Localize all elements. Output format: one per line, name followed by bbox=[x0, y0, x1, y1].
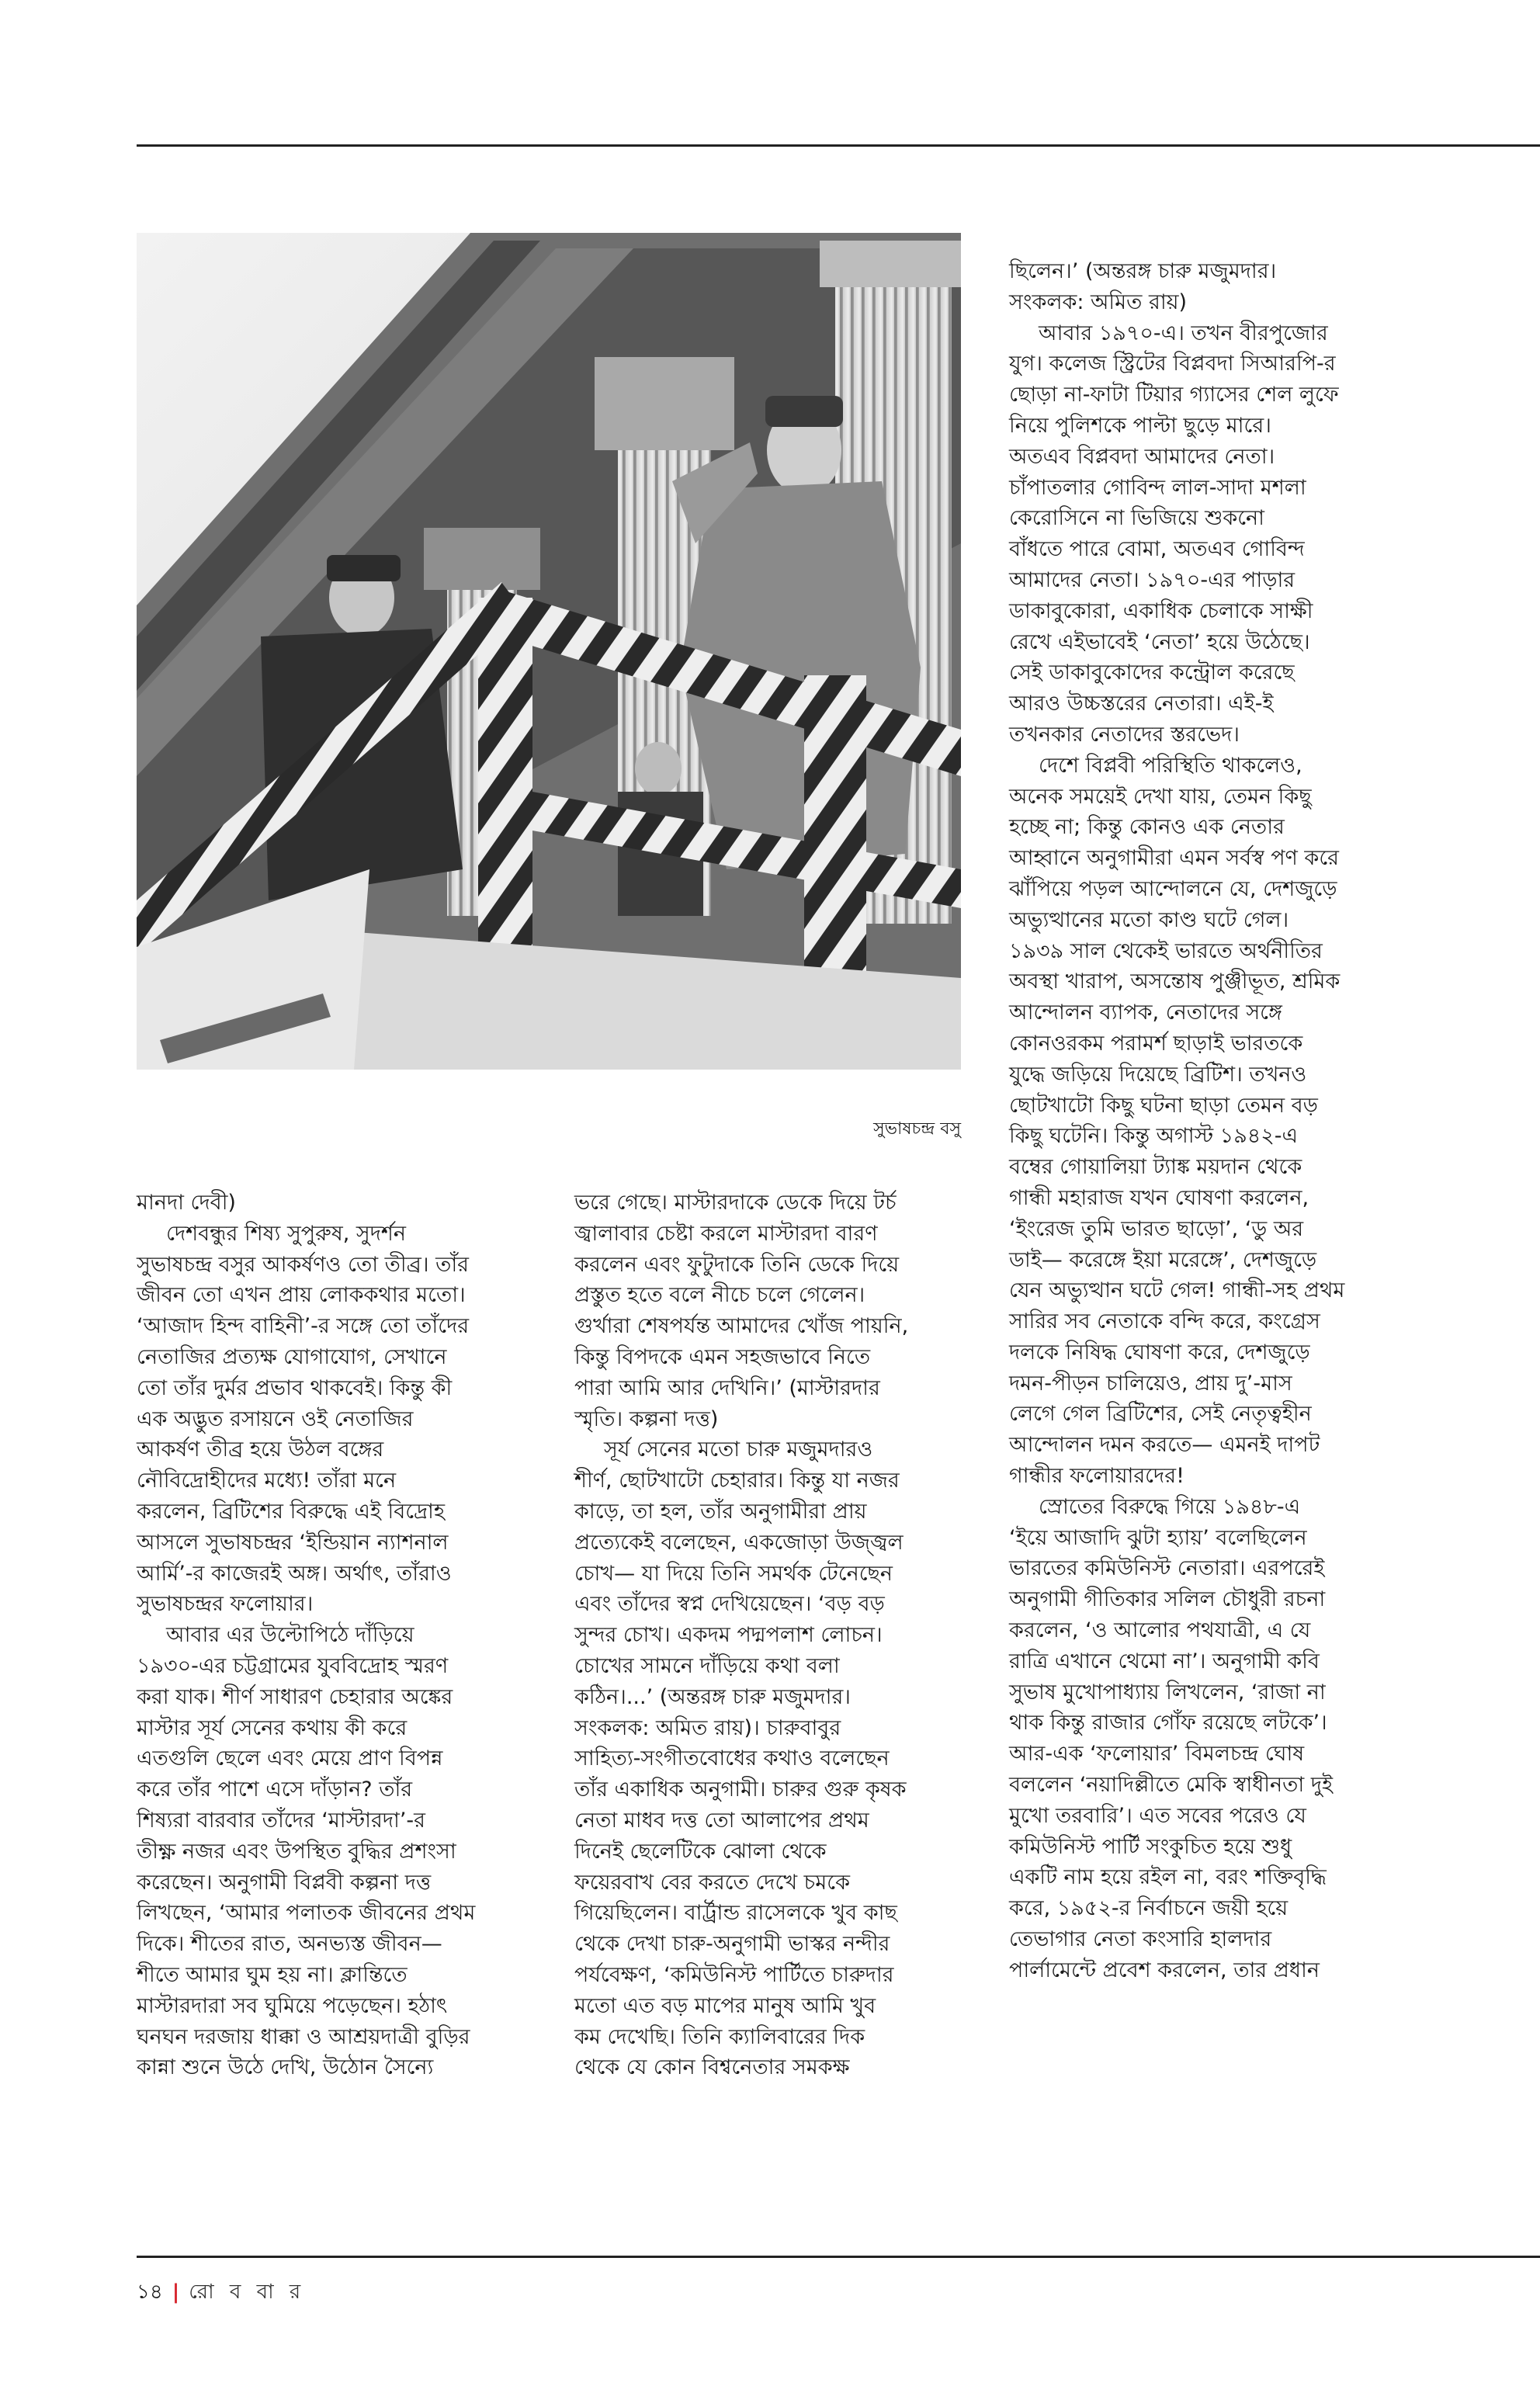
text-line: সাহিত্য-সংগীতবোধের কথাও বলেছেন bbox=[574, 1746, 890, 1771]
text-line: বাঁধতে পারে বোমা, অতএব গোবিন্দ bbox=[1009, 537, 1305, 562]
text-line: থেকে দেখা চারু-অনুগামী ভাস্কর নন্দীর bbox=[574, 1932, 890, 1957]
text-line: কাড়ে, তা হল, তাঁর অনুগামীরা প্রায় bbox=[574, 1499, 867, 1524]
text-line: আন্দোলন দমন করতে— এমনই দাপট bbox=[1009, 1433, 1320, 1458]
text-line: আর্মি’-র কাজেরই অঙ্গ। অর্থাৎ, তাঁরাও bbox=[137, 1561, 452, 1586]
text-line: করলেন এবং ফুটুদাকে তিনি ডেকে দিয়ে bbox=[574, 1252, 900, 1277]
text-line: ছোড়া না-ফাটা টিয়ার গ্যাসের শেল লুফে bbox=[1009, 383, 1339, 408]
text-line: আমাদের নেতা। ১৯৭০-এর পাড়ার bbox=[1009, 567, 1295, 592]
text-line: এক অদ্ভুত রসায়নে ওই নেতাজির bbox=[137, 1406, 414, 1431]
text-line: যেন অভ্যুত্থান ঘটে গেল! গান্ধী-সহ প্রথম bbox=[1009, 1278, 1345, 1303]
text-line: তাঁর একাধিক অনুগামী। চারুর গুরু কৃষক bbox=[574, 1777, 907, 1802]
text-line: সারির সব নেতাকে বন্দি করে, কংগ্রেস bbox=[1009, 1309, 1320, 1334]
text-line: আহ্বানে অনুগামীরা এমন সর্বস্ব পণ করে bbox=[1009, 846, 1340, 871]
text-line: ‘ইংরেজ তুমি ভারত ছাড়ো’, ‘ডু অর bbox=[1009, 1216, 1304, 1241]
text-line: শীর্ণ, ছোটখাটো চেহারার। কিন্তু যা নজর bbox=[574, 1469, 900, 1493]
article-column-2 bbox=[574, 1188, 978, 2083]
text-line: ‘ইয়ে আজাদি ঝুটা হ্যায়’ বলেছিলেন bbox=[1009, 1525, 1307, 1550]
text-line: ফয়েরবাখ বের করতে দেখে চমকে bbox=[574, 1870, 850, 1895]
text-line: করেছেন। অনুগামী বিপ্লবী কল্পনা দত্ত bbox=[137, 1870, 432, 1895]
text-line: আরও উচ্চস্তরের নেতারা। এই-ই bbox=[1009, 692, 1274, 716]
text-line: গান্ধী মহারাজ যখন ঘোষণা করলেন, bbox=[1009, 1185, 1309, 1210]
text-line: মাস্টারদারা সব ঘুমিয়ে পড়েছেন। হঠাৎ bbox=[137, 1993, 448, 2018]
text-line: আকর্ষণ তীব্র হয়ে উঠল বঙ্গের bbox=[137, 1438, 384, 1462]
text-line: করা যাক। শীর্ণ সাধারণ চেহারার অঙ্কের bbox=[137, 1684, 453, 1709]
bottom-rule bbox=[137, 2256, 1540, 2258]
text-line: এবং তাঁদের স্বপ্ন দেখিয়েছেন। ‘বড় বড় bbox=[574, 1592, 885, 1617]
footer-separator: | bbox=[172, 2280, 180, 2304]
text-line: সুন্দর চোখ। একদম পদ্মপলাশ লোচন। bbox=[574, 1623, 883, 1648]
text-line: দেশে বিপ্লবী পরিস্থিতি থাকলেও, bbox=[1039, 753, 1302, 778]
text-line: প্রস্তুত হতে বলে নীচে চলে গেলেন। bbox=[574, 1283, 865, 1308]
text-line: পারা আমি আর দেখিনি।’ (মাস্টারদার bbox=[574, 1375, 880, 1400]
text-line: করে, ১৯৫২-র নির্বাচনে জয়ী হয়ে bbox=[1009, 1896, 1289, 1921]
magazine-name: রো ব বা র bbox=[189, 2280, 306, 2304]
text-line: আর-এক ‘ফলোয়ার’ বিমলচন্দ্র ঘোষ bbox=[1009, 1742, 1305, 1767]
text-line: আবার ১৯৭০-এ। তখন বীরপুজোর bbox=[1039, 321, 1328, 345]
text-line: কঠিন।...’ (অন্তরঙ্গ চারু মজুমদার। bbox=[574, 1684, 851, 1709]
text-line: পার্লামেন্টে প্রবেশ করলেন, তার প্রধান bbox=[1009, 1958, 1320, 1982]
text-line: যুদ্ধে জড়িয়ে দিয়েছে ব্রিটিশ। তখনও bbox=[1009, 1062, 1307, 1087]
text-line: ঘনঘন দরজায় ধাক্কা ও আশ্রয়দাত্রী বুড়ির bbox=[137, 2024, 470, 2049]
text-line: ‘আজাদ হিন্দ বাহিনী’-র সঙ্গে তো তাঁদের bbox=[137, 1314, 470, 1339]
text-line: প্রত্যেকেই বলেছেন, একজোড়া উজ্জ্বল bbox=[574, 1530, 904, 1555]
text-line: হচ্ছে না; কিন্তু কোনও এক নেতার bbox=[1009, 815, 1285, 840]
text-line: অভ্যুত্থানের মতো কাণ্ড ঘটে গেল। bbox=[1009, 907, 1289, 932]
photo-illustration bbox=[137, 233, 961, 1070]
text-line: ভারতের কমিউনিস্ট নেতারা। এরপরেই bbox=[1009, 1556, 1325, 1581]
text-line: দেশবন্ধুর শিষ্য সুপুরুষ, সুদর্শন bbox=[166, 1221, 406, 1246]
text-line: ঝাঁপিয়ে পড়ল আন্দোলনে যে, দেশজুড়ে bbox=[1009, 876, 1337, 901]
text-line: কান্না শুনে উঠে দেখি, উঠোন সৈন্যে bbox=[137, 2055, 434, 2080]
text-line: স্মৃতি। কল্পনা দত্ত) bbox=[574, 1406, 719, 1431]
text-line: সংকলক: অমিত রায়) bbox=[1009, 290, 1188, 314]
text-line: কমিউনিস্ট পার্টি সংকুচিত হয়ে শুধু bbox=[1009, 1834, 1292, 1859]
text-line: লেগে গেল ব্রিটিশের, সেই নেতৃত্বহীন bbox=[1009, 1402, 1312, 1427]
text-line: লিখছেন, ‘আমার পলাতক জীবনের প্রথম bbox=[137, 1901, 476, 1926]
text-line: ১৯৩৯ সাল থেকেই ভারতে অর্থনীতির bbox=[1009, 938, 1323, 963]
text-line: নিয়ে পুলিশকে পাল্টা ছুড়ে মারে। bbox=[1009, 413, 1271, 438]
text-line: রেখে এইভাবেই ‘নেতা’ হয়ে উঠেছে। bbox=[1009, 629, 1310, 654]
text-line: মতো এত বড় মাপের মানুষ আমি খুব bbox=[574, 1993, 876, 2018]
text-line: তখনকার নেতাদের স্তরভেদ। bbox=[1009, 722, 1240, 747]
text-line: কিন্তু বিপদকে এমন সহজভাবে নিতে bbox=[574, 1344, 871, 1369]
text-line: ভরে গেছে। মাস্টারদাকে ডেকে দিয়ে টর্চ bbox=[574, 1191, 897, 1215]
text-line: করে তাঁর পাশে এসে দাঁড়ান? তাঁর bbox=[137, 1777, 413, 1802]
article-column-3 bbox=[1009, 256, 1444, 1986]
text-line: কম দেখেছি। তিনি ক্যালিবারের দিক bbox=[574, 2024, 865, 2049]
photo-caption: সুভাষচন্দ্র বসু bbox=[873, 1119, 961, 1139]
text-line: মানদা দেবী) bbox=[137, 1191, 236, 1215]
text-line: কেরোসিনে না ভিজিয়ে শুকনো bbox=[1009, 506, 1264, 531]
text-line: দমন-পীড়ন চালিয়েও, প্রায় দু’-মাস bbox=[1009, 1371, 1292, 1396]
text-line: থেকে যে কোন বিশ্বনেতার সমকক্ষ bbox=[574, 2055, 850, 2080]
text-line: গিয়েছিলেন। বার্ট্রান্ড রাসেলকে খুব কাছ bbox=[574, 1901, 897, 1926]
text-line: জীবন তো এখন প্রায় লোককথার মতো। bbox=[137, 1283, 466, 1308]
article-column-1 bbox=[137, 1188, 540, 2083]
text-line: কিছু ঘটেনি। কিন্তু অগাস্ট ১৯৪২-এ bbox=[1009, 1124, 1299, 1149]
page-footer bbox=[137, 2278, 305, 2306]
text-line: বম্বের গোয়ালিয়া ট্যাঙ্ক ময়দান থেকে bbox=[1009, 1155, 1302, 1180]
text-line: নেতাজির প্রত্যক্ষ যোগাযোগ, সেখানে bbox=[137, 1344, 447, 1369]
text-line: কোনওরকম পরামর্শ ছাড়াই ভারতকে bbox=[1009, 1031, 1303, 1056]
text-line: করলেন, ব্রিটিশের বিরুদ্ধে এই বিদ্রোহ bbox=[137, 1499, 446, 1524]
text-line: তীক্ষ্ণ নজর এবং উপস্থিত বুদ্ধির প্রশংসা bbox=[137, 1839, 456, 1864]
text-line: জ্বালাবার চেষ্টা করলে মাস্টারদা বারণ bbox=[574, 1221, 878, 1246]
text-line: ডাই— করেঙ্গে ইয়া মরেঙ্গে’, দেশজুড়ে bbox=[1009, 1247, 1317, 1272]
text-line: দিকে। শীতের রাত, অনভ্যস্ত জীবন— bbox=[137, 1932, 442, 1957]
text-line: অনুগামী গীতিকার সলিল চৌধুরী রচনা bbox=[1009, 1587, 1326, 1612]
text-line: মুখো তরবারি’। এত সবের পরেও যে bbox=[1009, 1803, 1306, 1828]
text-line: চাঁপাতলার গোবিন্দ লাল-সাদা মশলা bbox=[1009, 475, 1306, 500]
text-line: করলেন, ‘ও আলোর পথযাত্রী, এ যে bbox=[1009, 1618, 1311, 1643]
text-line: অতএব বিপ্লবদা আমাদের নেতা। bbox=[1009, 444, 1275, 469]
text-line: চোখের সামনে দাঁড়িয়ে কথা বলা bbox=[574, 1653, 840, 1678]
text-line: সুভাষচন্দ্র বসুর আকর্ষণও তো তীব্র। তাঁর bbox=[137, 1252, 470, 1277]
text-line: সূর্য সেনের মতো চারু মজুমদারও bbox=[604, 1438, 873, 1462]
text-line: দিনেই ছেলেটিকে ঝোলা থেকে bbox=[574, 1839, 827, 1864]
text-line: অবস্থা খারাপ, অসন্তোষ পুঞ্জীভূত, শ্রমিক bbox=[1009, 969, 1341, 994]
text-line: অনেক সময়েই দেখা যায়, তেমন কিছু bbox=[1009, 784, 1312, 809]
text-line: ছোটখাটো কিছু ঘটনা ছাড়া তেমন বড় bbox=[1009, 1093, 1318, 1118]
text-line: শীতে আমার ঘুম হয় না। ক্লান্তিতে bbox=[137, 1962, 408, 1987]
text-line: মাস্টার সূর্য সেনের কথায় কী করে bbox=[137, 1715, 408, 1740]
text-line: থাক কিন্তু রাজার গোঁফ রয়েছে লটকে’। bbox=[1009, 1711, 1327, 1736]
text-line: আবার এর উল্টোপিঠে দাঁড়িয়ে bbox=[166, 1623, 414, 1648]
text-line: সেই ডাকাবুকোদের কন্ট্রোল করেছে bbox=[1009, 661, 1295, 685]
text-line: দলকে নিষিদ্ধ ঘোষণা করে, দেশজুড়ে bbox=[1009, 1340, 1310, 1365]
text-line: গান্ধীর ফলোয়ারদের! bbox=[1009, 1464, 1184, 1489]
text-line: আসলে সুভাষচন্দ্রর ‘ইন্ডিয়ান ন্যাশনাল bbox=[137, 1530, 449, 1555]
text-line: সুভাষ মুখোপাধ্যায় লিখলেন, ‘রাজা না bbox=[1009, 1680, 1326, 1705]
text-line: যুগ। কলেজ স্ট্রিটের বিপ্লবদা সিআরপি-র bbox=[1009, 352, 1336, 376]
text-line: রাত্রি এখানে থেমো না’। অনুগামী কবি bbox=[1009, 1649, 1320, 1673]
text-line: ছিলেন।’ (অন্তরঙ্গ চারু মজুমদার। bbox=[1009, 259, 1277, 283]
text-line: ডাকাবুকোরা, একাধিক চেলাকে সাক্ষী bbox=[1009, 598, 1313, 623]
text-line: আন্দোলন ব্যাপক, নেতাদের সঙ্গে bbox=[1009, 1001, 1282, 1025]
text-line: সংকলক: অমিত রায়)। চারুবাবুর bbox=[574, 1715, 841, 1740]
text-line: স্রোতের বিরুদ্ধে গিয়ে ১৯৪৮-এ bbox=[1039, 1494, 1301, 1519]
text-line: তো তাঁর দুর্মর প্রভাব থাকবেই। কিন্তু কী bbox=[137, 1375, 453, 1400]
text-line: শিষ্যরা বারবার তাঁদের ‘মাস্টারদা’-র bbox=[137, 1808, 426, 1833]
text-line: ১৯৩০-এর চট্টগ্রামের যুববিদ্রোহ স্মরণ bbox=[137, 1653, 449, 1678]
text-line: চোখ— যা দিয়ে তিনি সমর্থক টেনেছেন bbox=[574, 1561, 893, 1586]
text-line: একটি নাম হয়ে রইল না, বরং শক্তিবৃদ্ধি bbox=[1009, 1865, 1327, 1890]
text-line: সুভাষচন্দ্রর ফলোয়ার। bbox=[137, 1592, 314, 1617]
text-line: নেতা মাধব দত্ত তো আলাপের প্রথম bbox=[574, 1808, 869, 1833]
page-number: ১৪ bbox=[137, 2280, 163, 2304]
top-rule bbox=[137, 144, 1540, 147]
text-line: নৌবিদ্রোহীদের মধ্যে! তাঁরা মনে bbox=[137, 1469, 397, 1493]
text-line: তেভাগার নেতা কংসারি হালদার bbox=[1009, 1927, 1272, 1952]
text-line: বললেন ‘নয়াদিল্লীতে মেকি স্বাধীনতা দুই bbox=[1009, 1773, 1334, 1798]
text-line: গুর্খারা শেষপর্যন্ত আমাদের খোঁজ পায়নি, bbox=[574, 1314, 909, 1339]
text-line: পর্যবেক্ষণ, ‘কমিউনিস্ট পার্টিতে চারুদার bbox=[574, 1962, 894, 1987]
article-photo bbox=[137, 233, 961, 1070]
text-line: এতগুলি ছেলে এবং মেয়ে প্রাণ বিপন্ন bbox=[137, 1746, 443, 1771]
